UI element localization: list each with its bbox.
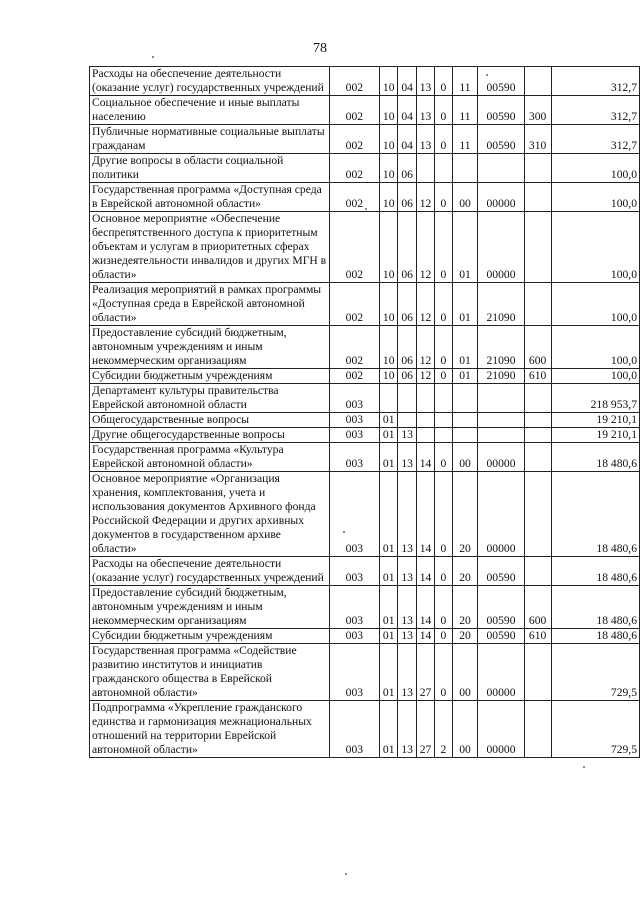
- direction-code: [478, 428, 524, 443]
- amount: 18 480,6: [551, 472, 639, 557]
- scan-speck: [583, 766, 585, 768]
- program-code: [417, 384, 435, 413]
- admin-code: 002: [329, 67, 380, 96]
- amount: 100,0: [551, 326, 639, 369]
- direction-code: 21090: [478, 326, 524, 369]
- expense-type-code: [524, 212, 551, 283]
- admin-code: 002: [329, 326, 380, 369]
- program-code: 12: [417, 212, 435, 283]
- expense-type-code: [524, 183, 551, 212]
- subprogram-code: [435, 428, 453, 443]
- expense-type-code: 310: [524, 125, 551, 154]
- expense-type-code: 610: [524, 629, 551, 644]
- program-code: [417, 428, 435, 443]
- amount: 312,7: [551, 125, 639, 154]
- event-code: 01: [452, 369, 478, 384]
- section-code: 01: [380, 586, 398, 629]
- amount: 100,0: [551, 183, 639, 212]
- subprogram-code: 0: [435, 125, 453, 154]
- program-code: 12: [417, 369, 435, 384]
- table-row: [90, 96, 640, 125]
- table-row: [90, 154, 640, 183]
- event-code: 01: [452, 326, 478, 369]
- expense-type-code: [524, 283, 551, 326]
- subsection-code: 06: [398, 326, 417, 369]
- amount: 19 210,1: [551, 413, 639, 428]
- direction-code: 00000: [478, 212, 524, 283]
- table-row: [90, 701, 640, 758]
- direction-code: 00590: [478, 557, 524, 586]
- direction-code: 00590: [478, 629, 524, 644]
- direction-code: 00590: [478, 67, 524, 96]
- expense-type-code: [524, 154, 551, 183]
- row-name: Государственная программа «Доступная среда в Еврейской автономной области»: [90, 183, 330, 212]
- expense-type-code: [524, 701, 551, 758]
- admin-code: 003: [329, 644, 380, 701]
- row-name: Расходы на обеспечение деятельности (оказание услуг) государственных учреждений: [90, 557, 330, 586]
- table-row: [90, 443, 640, 472]
- row-name: Предоставление субсидий бюджетным, автономным учреждениям и иным некоммерческим организациям: [90, 326, 330, 369]
- section-code: 01: [380, 413, 398, 428]
- event-code: [452, 154, 478, 183]
- event-code: 00: [452, 644, 478, 701]
- row-name: Социальное обеспечение и иные выплаты населению: [90, 96, 330, 125]
- subsection-code: 13: [398, 557, 417, 586]
- admin-code: 002: [329, 369, 380, 384]
- table-row: [90, 212, 640, 283]
- admin-code: 003: [329, 701, 380, 758]
- section-code: 10: [380, 96, 398, 125]
- amount: 100,0: [551, 283, 639, 326]
- expense-type-code: [524, 67, 551, 96]
- subsection-code: 06: [398, 212, 417, 283]
- admin-code: 003: [329, 629, 380, 644]
- expense-type-code: [524, 443, 551, 472]
- table-row: [90, 629, 640, 644]
- admin-code: 002: [329, 283, 380, 326]
- table-row: [90, 413, 640, 428]
- admin-code: 002: [329, 212, 380, 283]
- program-code: 12: [417, 283, 435, 326]
- row-name: Общегосударственные вопросы: [90, 413, 330, 428]
- direction-code: 00590: [478, 96, 524, 125]
- admin-code: 003: [329, 428, 380, 443]
- row-name: Предоставление субсидий бюджетным, автономным учреждениям и иным некоммерческим организациям: [90, 586, 330, 629]
- row-name: Расходы на обеспечение деятельности (оказание услуг) государственных учреждений: [90, 67, 330, 96]
- event-code: 20: [452, 629, 478, 644]
- page-number: 78: [313, 41, 327, 56]
- row-name: Другие вопросы в области социальной политики: [90, 154, 330, 183]
- row-name: Субсидии бюджетным учреждениям: [90, 369, 330, 384]
- row-name: Субсидии бюджетным учреждениям: [90, 629, 330, 644]
- table-row: [90, 183, 640, 212]
- amount: 19 210,1: [551, 428, 639, 443]
- subprogram-code: 0: [435, 183, 453, 212]
- amount: 18 480,6: [551, 586, 639, 629]
- scan-speck: [345, 873, 347, 875]
- amount: 18 480,6: [551, 557, 639, 586]
- event-code: 01: [452, 283, 478, 326]
- section-code: 10: [380, 326, 398, 369]
- event-code: 11: [452, 67, 478, 96]
- subsection-code: 13: [398, 629, 417, 644]
- subsection-code: 13: [398, 644, 417, 701]
- budget-table: [89, 66, 640, 758]
- event-code: 20: [452, 586, 478, 629]
- subprogram-code: 0: [435, 212, 453, 283]
- table-row: [90, 557, 640, 586]
- section-code: 01: [380, 472, 398, 557]
- admin-code: 003: [329, 557, 380, 586]
- program-code: 27: [417, 644, 435, 701]
- subsection-code: 13: [398, 701, 417, 758]
- subprogram-code: 0: [435, 369, 453, 384]
- section-code: 10: [380, 154, 398, 183]
- section-code: 10: [380, 67, 398, 96]
- admin-code: 002: [329, 183, 380, 212]
- expense-type-code: [524, 428, 551, 443]
- row-name: Основное мероприятие «Обеспечение беспрепятственного доступа к приоритетным объектам и услугам в приоритетных сферах жизнедеятельности инвалидов и других МГН в области»: [90, 212, 330, 283]
- program-code: 14: [417, 557, 435, 586]
- subprogram-code: 0: [435, 557, 453, 586]
- direction-code: [478, 154, 524, 183]
- program-code: 12: [417, 326, 435, 369]
- subprogram-code: [435, 384, 453, 413]
- subsection-code: 13: [398, 428, 417, 443]
- table-row: [90, 586, 640, 629]
- row-name: Основное мероприятие «Организация хранения, комплектования, учета и использования документов Архивного фонда Российской Федерации и других архивных документов в государственном архиве области»: [90, 472, 330, 557]
- subprogram-code: [435, 413, 453, 428]
- row-name: Другие общегосударственные вопросы: [90, 428, 330, 443]
- section-code: [380, 384, 398, 413]
- amount: 312,7: [551, 67, 639, 96]
- amount: 18 480,6: [551, 443, 639, 472]
- event-code: 00: [452, 183, 478, 212]
- direction-code: 21090: [478, 283, 524, 326]
- table-row: [90, 283, 640, 326]
- expense-type-code: [524, 472, 551, 557]
- event-code: [452, 428, 478, 443]
- section-code: 01: [380, 428, 398, 443]
- direction-code: 00000: [478, 472, 524, 557]
- subsection-code: 06: [398, 283, 417, 326]
- subprogram-code: 0: [435, 283, 453, 326]
- amount: 100,0: [551, 154, 639, 183]
- table-row: [90, 326, 640, 369]
- section-code: 10: [380, 369, 398, 384]
- event-code: 00: [452, 701, 478, 758]
- expense-type-code: [524, 413, 551, 428]
- expense-type-code: [524, 644, 551, 701]
- direction-code: [478, 384, 524, 413]
- subprogram-code: 0: [435, 326, 453, 369]
- table-row: [90, 644, 640, 701]
- amount: 100,0: [551, 212, 639, 283]
- row-name: Государственная программа «Культура Еврейской автономной области»: [90, 443, 330, 472]
- scan-speck: [152, 56, 154, 58]
- row-name: Департамент культуры правительства Еврейской автономной области: [90, 384, 330, 413]
- program-code: 14: [417, 472, 435, 557]
- row-name: Подпрограмма «Укрепление гражданского единства и гармонизация межнациональных отношений на территории Еврейской автономной области»: [90, 701, 330, 758]
- subprogram-code: 0: [435, 472, 453, 557]
- direction-code: 00000: [478, 701, 524, 758]
- admin-code: 002: [329, 125, 380, 154]
- program-code: 13: [417, 96, 435, 125]
- direction-code: 00590: [478, 125, 524, 154]
- subsection-code: 06: [398, 369, 417, 384]
- section-code: 10: [380, 183, 398, 212]
- admin-code: 003: [329, 443, 380, 472]
- subprogram-code: 2: [435, 701, 453, 758]
- subprogram-code: 0: [435, 67, 453, 96]
- event-code: 11: [452, 125, 478, 154]
- row-name: Публичные нормативные социальные выплаты гражданам: [90, 125, 330, 154]
- program-code: 14: [417, 629, 435, 644]
- event-code: 01: [452, 212, 478, 283]
- subsection-code: 13: [398, 443, 417, 472]
- direction-code: 21090: [478, 369, 524, 384]
- amount: 312,7: [551, 96, 639, 125]
- subprogram-code: 0: [435, 644, 453, 701]
- row-name: Реализация мероприятий в рамках программы «Доступная среда в Еврейской автономной области»: [90, 283, 330, 326]
- table-row: [90, 384, 640, 413]
- admin-code: 003: [329, 472, 380, 557]
- expense-type-code: 600: [524, 326, 551, 369]
- subsection-code: 13: [398, 586, 417, 629]
- table-row: [90, 369, 640, 384]
- section-code: 10: [380, 283, 398, 326]
- table-row: [90, 67, 640, 96]
- section-code: 01: [380, 701, 398, 758]
- section-code: 01: [380, 629, 398, 644]
- subprogram-code: 0: [435, 586, 453, 629]
- subsection-code: 13: [398, 472, 417, 557]
- event-code: 20: [452, 557, 478, 586]
- program-code: [417, 413, 435, 428]
- event-code: 11: [452, 96, 478, 125]
- admin-code: 003: [329, 413, 380, 428]
- expense-type-code: [524, 384, 551, 413]
- section-code: 01: [380, 443, 398, 472]
- program-code: 27: [417, 701, 435, 758]
- direction-code: 00000: [478, 183, 524, 212]
- subsection-code: 06: [398, 154, 417, 183]
- amount: 729,5: [551, 701, 639, 758]
- direction-code: 00590: [478, 586, 524, 629]
- section-code: 10: [380, 125, 398, 154]
- section-code: 01: [380, 557, 398, 586]
- section-code: 01: [380, 644, 398, 701]
- program-code: 13: [417, 125, 435, 154]
- admin-code: 002: [329, 154, 380, 183]
- expense-type-code: 610: [524, 369, 551, 384]
- expense-type-code: 300: [524, 96, 551, 125]
- row-name: Государственная программа «Содействие развитию институтов и инициатив гражданского общества в Еврейской автономной области»: [90, 644, 330, 701]
- subsection-code: [398, 413, 417, 428]
- event-code: 00: [452, 443, 478, 472]
- subprogram-code: 0: [435, 96, 453, 125]
- program-code: 14: [417, 586, 435, 629]
- subsection-code: 04: [398, 67, 417, 96]
- subprogram-code: 0: [435, 629, 453, 644]
- event-code: [452, 413, 478, 428]
- direction-code: [478, 413, 524, 428]
- subprogram-code: 0: [435, 443, 453, 472]
- subprogram-code: [435, 154, 453, 183]
- program-code: 12: [417, 183, 435, 212]
- expense-type-code: [524, 557, 551, 586]
- expense-type-code: 600: [524, 586, 551, 629]
- program-code: 14: [417, 443, 435, 472]
- program-code: [417, 154, 435, 183]
- admin-code: 003: [329, 384, 380, 413]
- amount: 18 480,6: [551, 629, 639, 644]
- table-row: [90, 472, 640, 557]
- subsection-code: [398, 384, 417, 413]
- amount: 100,0: [551, 369, 639, 384]
- table-row: [90, 125, 640, 154]
- section-code: 10: [380, 212, 398, 283]
- direction-code: 00000: [478, 644, 524, 701]
- program-code: 13: [417, 67, 435, 96]
- event-code: [452, 384, 478, 413]
- subsection-code: 04: [398, 125, 417, 154]
- admin-code: 002: [329, 96, 380, 125]
- subsection-code: 04: [398, 96, 417, 125]
- amount: 218 953,7: [551, 384, 639, 413]
- subsection-code: 06: [398, 183, 417, 212]
- admin-code: 003: [329, 586, 380, 629]
- event-code: 20: [452, 472, 478, 557]
- direction-code: 00000: [478, 443, 524, 472]
- table-row: [90, 428, 640, 443]
- amount: 729,5: [551, 644, 639, 701]
